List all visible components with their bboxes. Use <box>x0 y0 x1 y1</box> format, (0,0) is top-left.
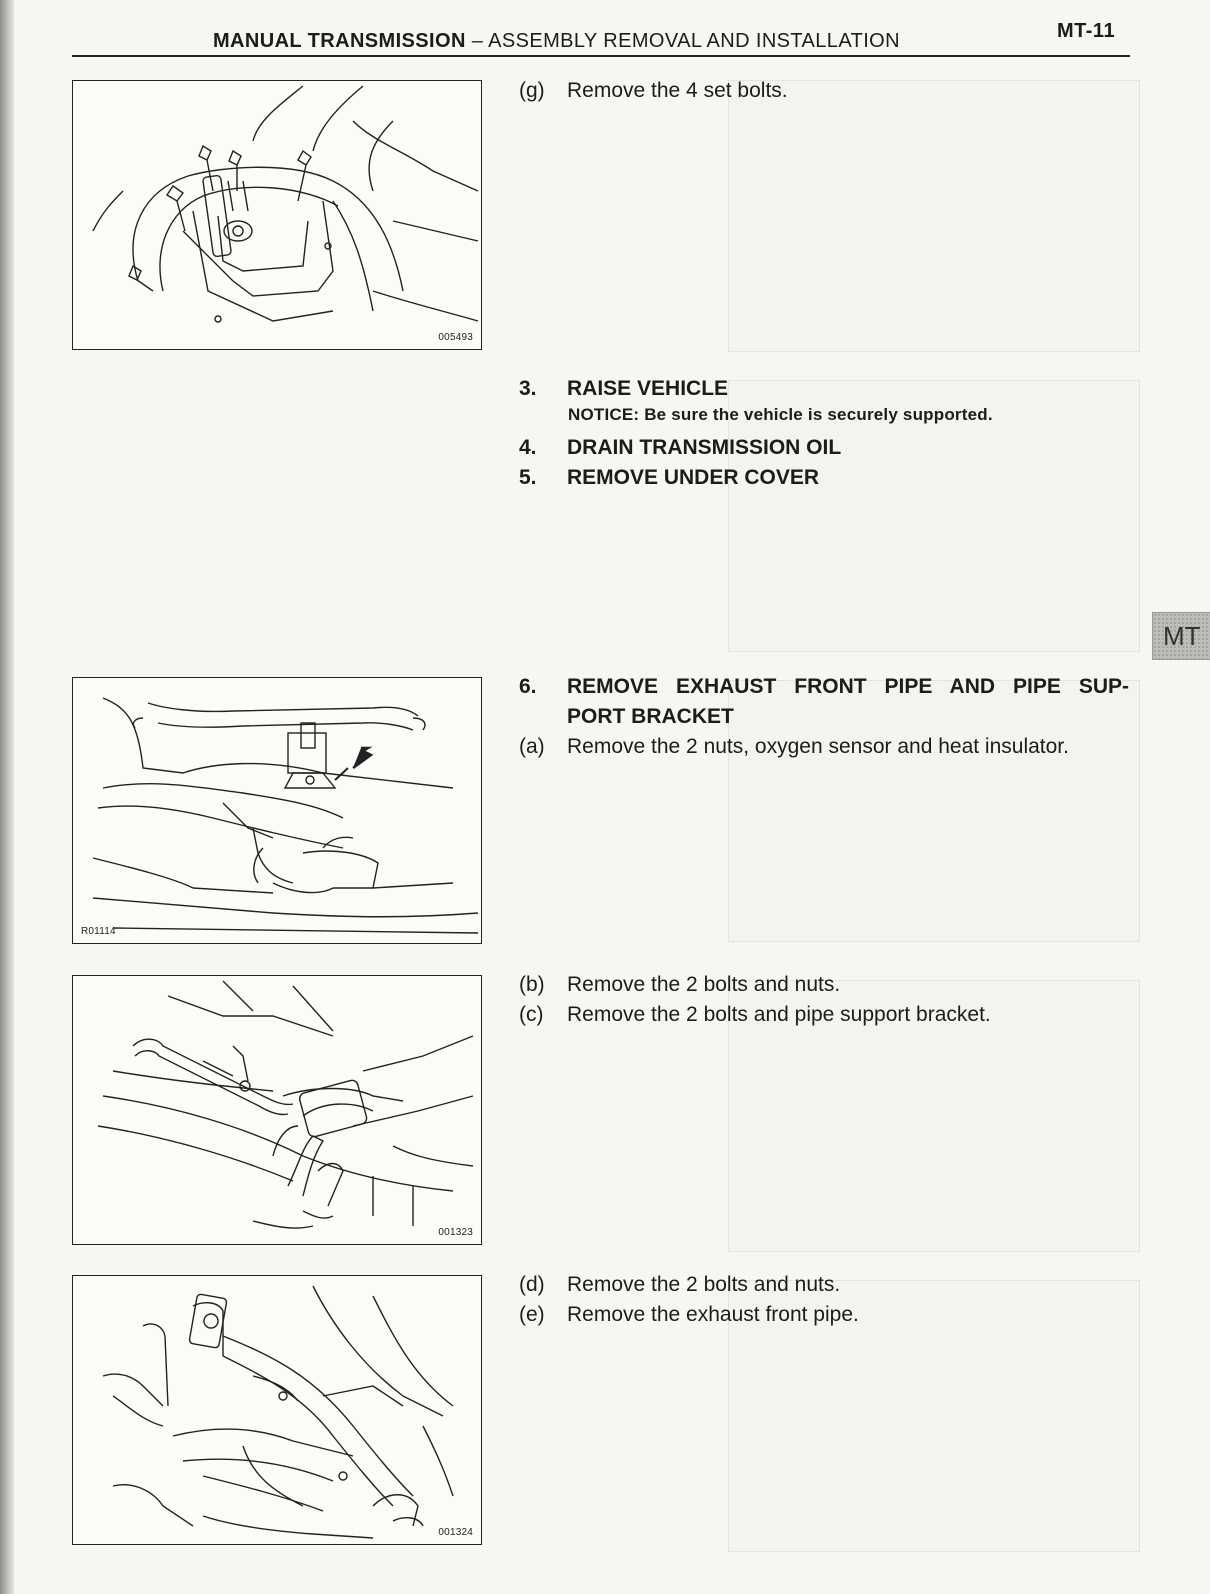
subsection-title: – ASSEMBLY REMOVAL AND INSTALLATION <box>465 30 900 52</box>
step-e <box>519 1300 859 1330</box>
show-through-area <box>728 80 1140 352</box>
step-marker: (g) <box>519 79 545 102</box>
shift-lever-illustration <box>73 81 482 350</box>
step-marker: (e) <box>519 1303 545 1326</box>
step-a <box>519 732 1069 762</box>
step-4 <box>519 433 841 463</box>
page-title <box>213 30 900 53</box>
binding-edge <box>0 0 14 1594</box>
section-title: MANUAL TRANSMISSION <box>213 30 466 52</box>
page-number: MT-11 <box>1057 20 1116 42</box>
step-text: Remove the 4 set bolts. <box>567 79 788 102</box>
figure-code: 005493 <box>438 332 473 343</box>
step-marker: (c) <box>519 1003 544 1026</box>
figure-exhaust-oxygen-sensor <box>72 677 482 944</box>
section-tab <box>1152 612 1210 660</box>
step-number: 4. <box>519 436 537 459</box>
step-3 <box>519 374 728 404</box>
header-rule <box>72 55 1130 57</box>
figure-code: 001324 <box>438 1527 473 1538</box>
step-number: 5. <box>519 466 537 489</box>
section-tab-label: MT <box>1163 621 1201 651</box>
step-marker: (a) <box>519 735 545 758</box>
step-heading-line-2: PORT BRACKET <box>567 705 734 728</box>
exhaust-pipe-illustration <box>73 678 482 944</box>
notice-text: NOTICE: Be sure the vehicle is securely supported. <box>568 405 993 424</box>
figure-shift-lever-bolts <box>72 80 482 350</box>
step-heading: REMOVE UNDER COVER <box>567 466 820 489</box>
front-pipe-removal-illustration <box>73 1276 482 1545</box>
step-6 <box>519 672 1129 732</box>
step-5 <box>519 463 819 493</box>
step-g <box>519 76 788 106</box>
step-text: Remove the 2 bolts and nuts. <box>567 973 841 996</box>
figure-exhaust-front-pipe <box>72 1275 482 1545</box>
step-text: Remove the 2 bolts and nuts. <box>567 1273 841 1296</box>
figure-code: R01114 <box>81 926 116 937</box>
step-heading-line-1: REMOVE EXHAUST FRONT PIPE AND PIPE SUP- <box>567 675 1129 698</box>
step-heading: RAISE VEHICLE <box>567 377 729 400</box>
bracket-removal-illustration <box>73 976 482 1245</box>
step-text: Remove the 2 bolts and pipe support bracket. <box>567 1003 991 1026</box>
step-heading: DRAIN TRANSMISSION OIL <box>567 436 842 459</box>
step-d <box>519 1270 840 1300</box>
step-number: 6. <box>519 675 537 698</box>
step-number: 3. <box>519 377 537 400</box>
step-marker: (b) <box>519 973 545 996</box>
figure-pipe-support-bracket <box>72 975 482 1245</box>
step-text: Remove the exhaust front pipe. <box>567 1303 859 1326</box>
step-b <box>519 970 840 1000</box>
step-c <box>519 1000 991 1030</box>
step-text: Remove the 2 nuts, oxygen sensor and heat insulator. <box>567 735 1069 758</box>
step-marker: (d) <box>519 1273 545 1296</box>
figure-code: 001323 <box>438 1227 473 1238</box>
